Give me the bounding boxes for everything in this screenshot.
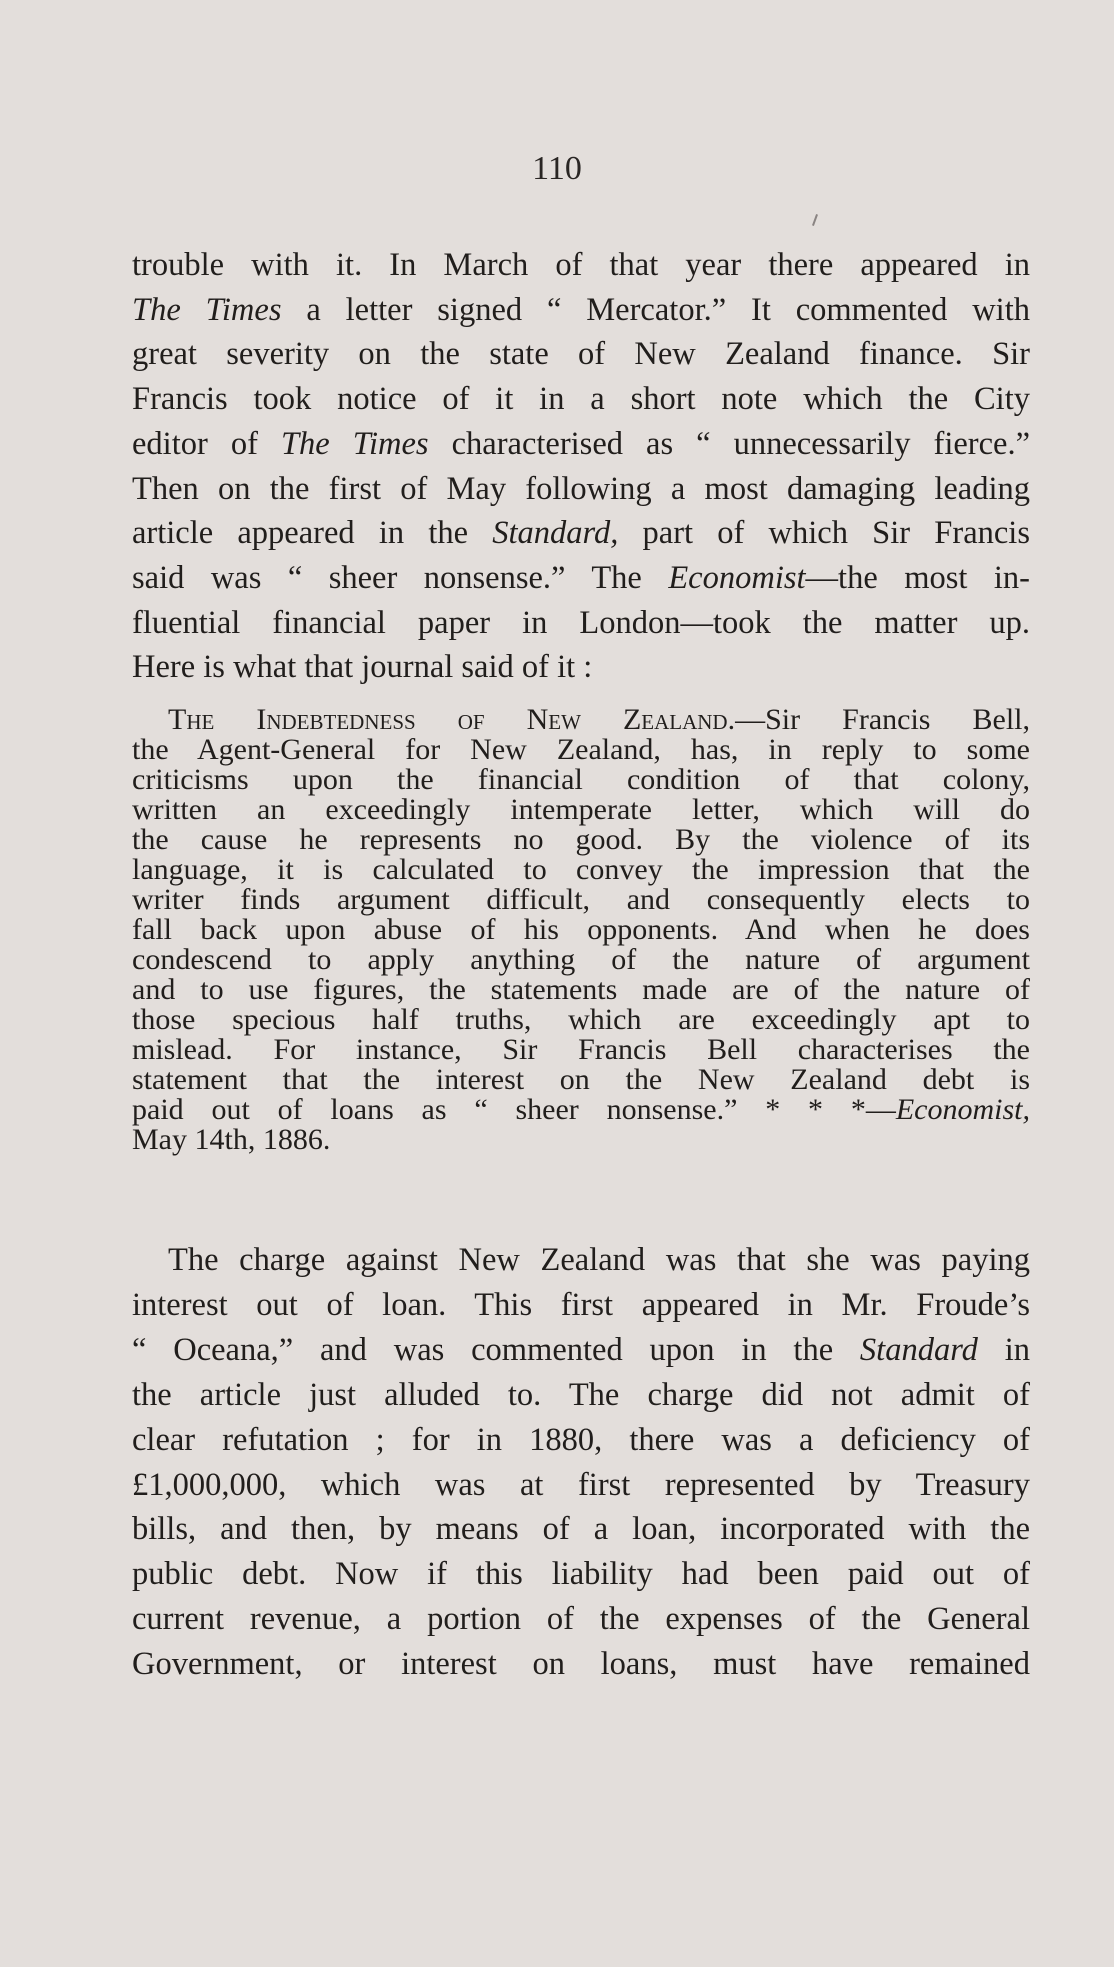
text-line: clear refutation ; for in 1880, there was a deficiency of (132, 1421, 1030, 1458)
text-line: bills, and then, by means of a loan, incorporated with the (132, 1511, 1030, 1548)
paragraph-2 (132, 1238, 1030, 1687)
text-line: The charge against New Zealand was that she was paying (168, 1242, 1030, 1278)
text-line: article appeared in the Standard, part of which Sir Francis (132, 515, 1030, 552)
page-number: 110 (532, 150, 582, 187)
text-line: trouble with it. In March of that year there appeared in (132, 247, 1030, 283)
text-line: interest out of loan. This first appeared in Mr. Froude’s (132, 1286, 1030, 1323)
quotation-line: criticisms upon the financial condition of that colony, (132, 763, 1030, 796)
text-line: current revenue, a portion of the expenses of the General (132, 1601, 1030, 1638)
text-line: The Times a letter signed “ Mercator.” It commented with (132, 291, 1030, 328)
quotation-line: fall back upon abuse of his opponents. And when he does (132, 913, 1030, 946)
text-line: said was “ sheer nonsense.” The Economist—the most in- (132, 559, 1030, 596)
text-line: £1,000,000, which was at first represented by Treasury (132, 1466, 1030, 1503)
text-line: Government, or interest on loans, must have remained (132, 1646, 1030, 1683)
text-line: fluential financial paper in London—took the matter up. (132, 604, 1030, 641)
quotation-source-line: May 14th, 1886. (132, 1123, 331, 1156)
quotation-line: the Agent-General for New Zealand, has, in reply to some (132, 733, 1030, 766)
paragraph-1 (132, 243, 1030, 690)
quotation-line: condescend to apply anything of the nature of argument (132, 943, 1030, 976)
quotation-line: writer finds argument difficult, and consequently elects to (132, 883, 1030, 916)
quotation-line: written an exceedingly intemperate letter, which will do (132, 793, 1030, 826)
quotation-line: and to use figures, the statements made are of the nature of (132, 973, 1030, 1006)
quotation-line: the cause he represents no good. By the violence of its (132, 823, 1030, 856)
quotation-line: paid out of loans as “ sheer nonsense.” * * *—Economist, (132, 1093, 1030, 1126)
text-line: editor of The Times characterised as “ unnecessarily fierce.” (132, 425, 1030, 462)
quotation-line: language, it is calculated to convey the impression that the (132, 853, 1030, 886)
text-line: public debt. Now if this liability had been paid out of (132, 1556, 1030, 1593)
quotation-line: mislead. For instance, Sir Francis Bell characterises the (132, 1033, 1030, 1066)
pencil-mark (812, 214, 818, 226)
text-line: “ Oceana,” and was commented upon in the Standard in (132, 1331, 1030, 1368)
text-line: Here is what that journal said of it : (132, 649, 593, 686)
text-line: great severity on the state of New Zealand finance. Sir (132, 336, 1030, 373)
quotation-line: The Indebtedness of New Zealand.—Sir Francis Bell, (168, 703, 1030, 736)
quotation-line: statement that the interest on the New Zealand debt is (132, 1063, 1030, 1096)
quotation-heading: The Indebtedness of New Zealand. (168, 703, 736, 736)
text-line: the article just alluded to. The charge did not admit of (132, 1376, 1030, 1413)
text-line: Francis took notice of it in a short note which the City (132, 381, 1030, 418)
quotation-block (132, 705, 1030, 1155)
quotation-line: those specious half truths, which are exceedingly apt to (132, 1003, 1030, 1036)
text-line: Then on the first of May following a most damaging leading (132, 470, 1030, 507)
